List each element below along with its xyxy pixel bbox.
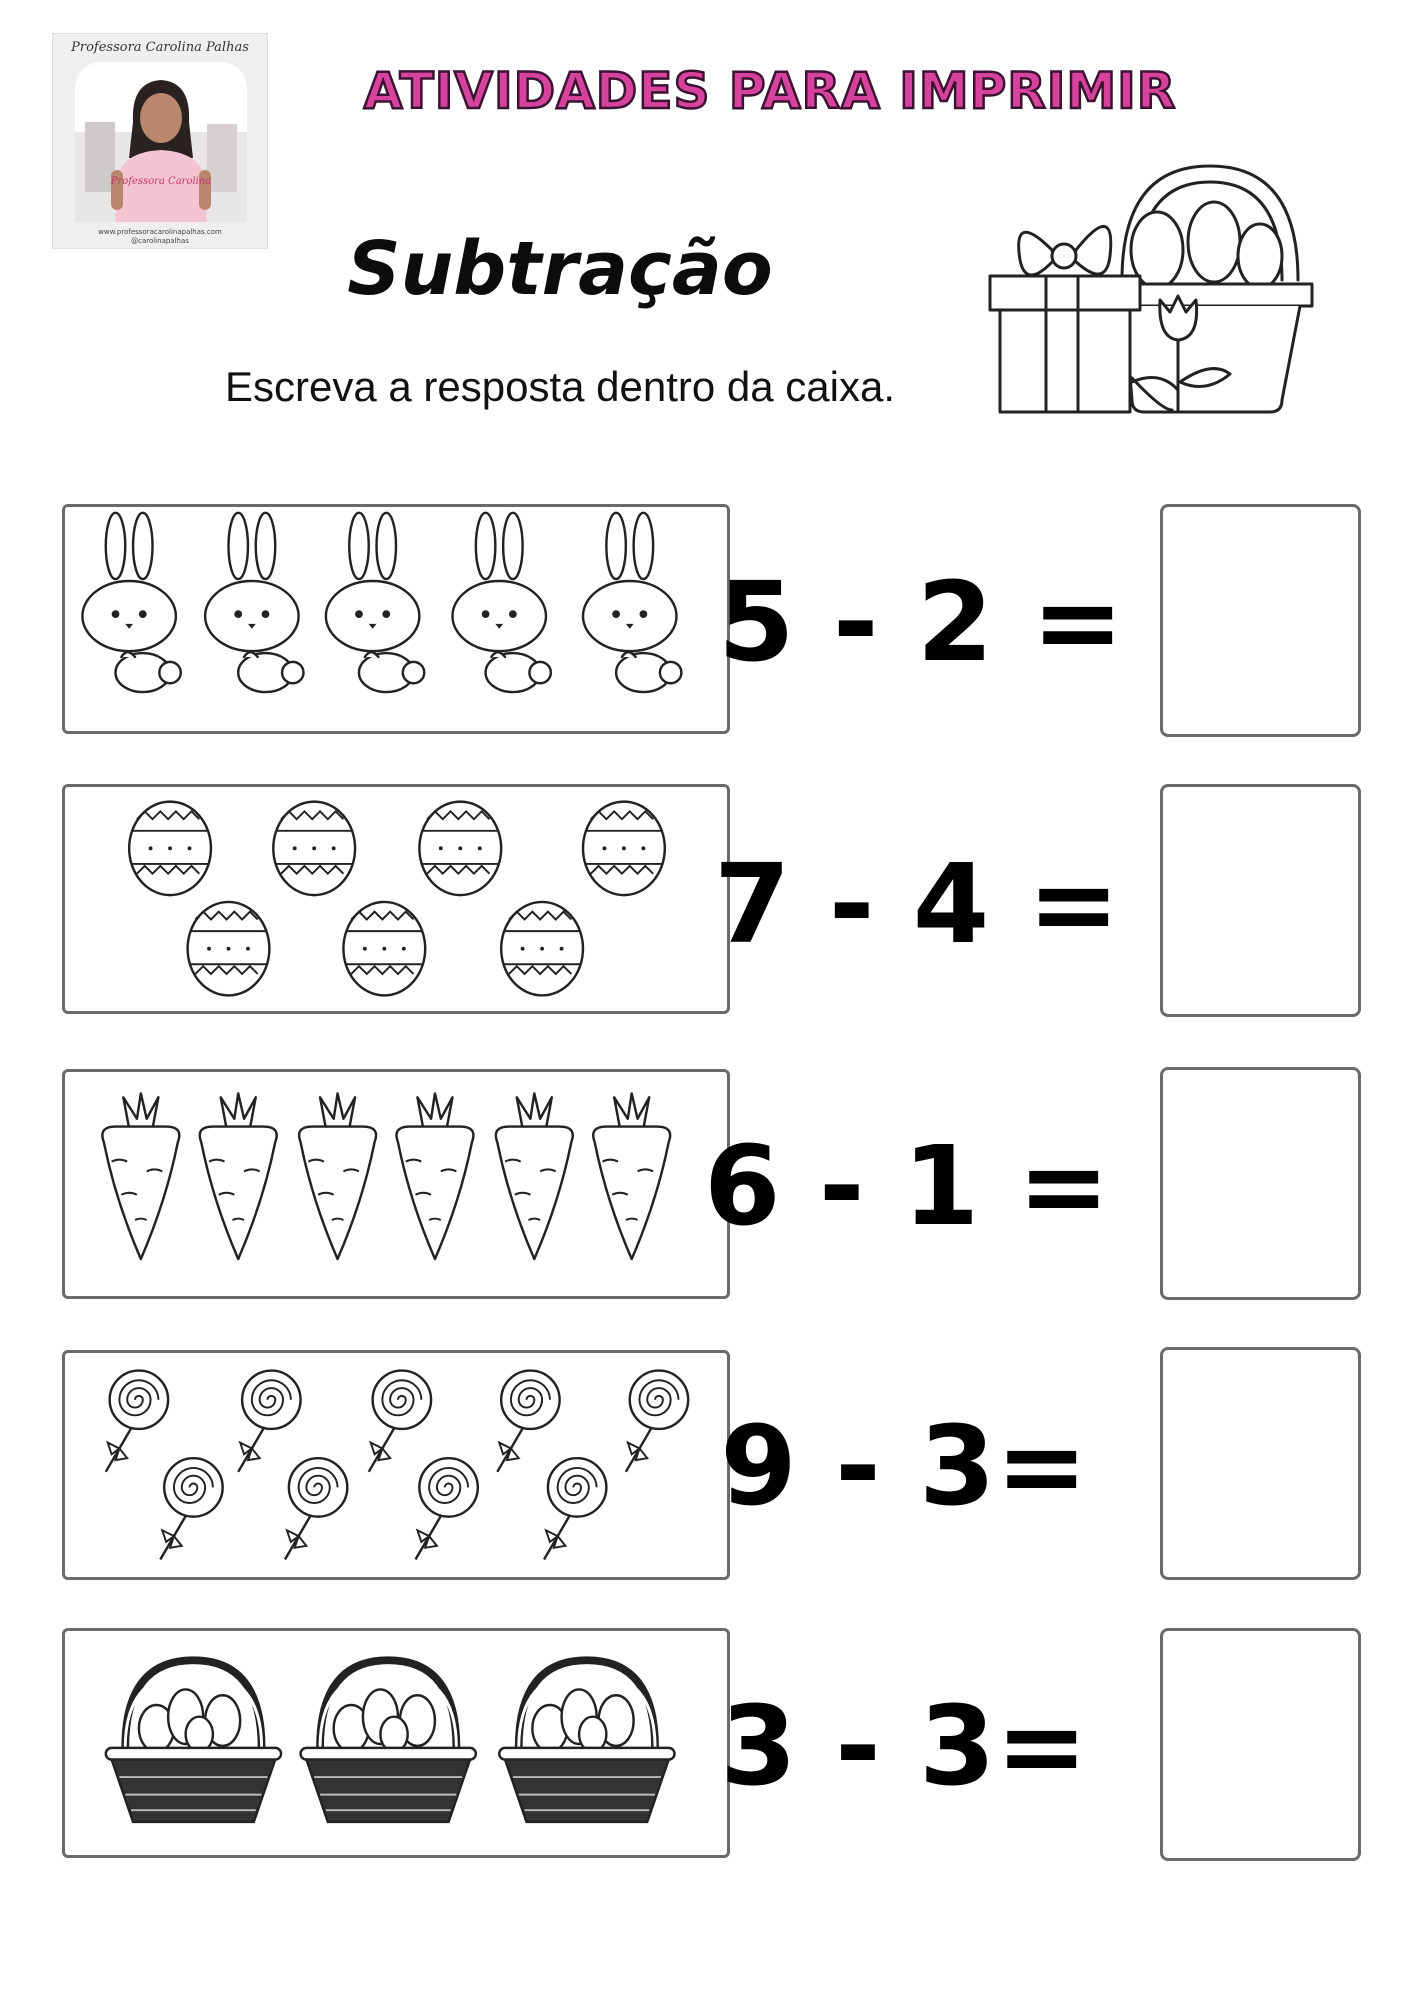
egg-basket-icon	[499, 1660, 674, 1822]
egg-basket-icon	[106, 1660, 281, 1822]
author-logo	[52, 33, 268, 249]
carrot-icon	[396, 1093, 473, 1259]
easter-egg-icon	[188, 902, 270, 995]
equation-1: 5 - 2 =	[718, 558, 1124, 686]
picture-box-eggs	[62, 784, 730, 1014]
bunny-icon	[452, 513, 550, 692]
easter-egg-icon	[419, 802, 501, 895]
equation-2: 7 - 4 =	[714, 840, 1120, 968]
banner-heading: ATIVIDADES PARA IMPRIMIR	[363, 62, 1177, 120]
lollipop-icon	[160, 1458, 222, 1559]
equation-5: 3 - 3=	[720, 1682, 1088, 1810]
lollipop-icon	[238, 1371, 300, 1472]
gift-basket-illustration	[982, 160, 1332, 422]
lollipop-icon	[497, 1371, 559, 1472]
lollipop-icon	[415, 1458, 477, 1559]
bunny-icon	[205, 513, 303, 692]
carrot-icon	[593, 1093, 670, 1259]
lollipop-icon	[369, 1371, 431, 1472]
logo-script-title: Professora Carolina Palhas	[71, 40, 249, 55]
shirt-text: Professora Carolina	[110, 176, 212, 187]
carrot-icons	[65, 1072, 727, 1296]
picture-box-carrots	[62, 1069, 730, 1299]
answer-box-5[interactable]	[1160, 1628, 1361, 1861]
lollipop-icons	[65, 1353, 727, 1577]
bunny-icon	[82, 513, 180, 692]
logo-handle: @carolinapalhas	[131, 237, 189, 245]
easter-egg-icon	[501, 902, 583, 995]
egg-basket-icon	[301, 1660, 476, 1822]
egg-basket-icons	[65, 1631, 727, 1855]
lollipop-icon	[285, 1458, 347, 1559]
easter-egg-icon	[583, 802, 665, 895]
lollipop-icon	[544, 1458, 606, 1559]
easter-egg-icons	[65, 787, 727, 1011]
easter-egg-icon	[343, 902, 425, 995]
easter-egg-icon	[273, 802, 355, 895]
answer-box-4[interactable]	[1160, 1347, 1361, 1580]
answer-box-2[interactable]	[1160, 784, 1361, 1017]
carrot-icon	[102, 1093, 179, 1259]
lollipop-icon	[106, 1371, 168, 1472]
logo-website: www.professoracarolinapalhas.com	[98, 228, 222, 236]
picture-box-baskets	[62, 1628, 730, 1858]
answer-box-3[interactable]	[1160, 1067, 1361, 1300]
page-title: Subtração	[347, 226, 773, 312]
easter-egg-icon	[129, 802, 211, 895]
carrot-icon	[299, 1093, 376, 1259]
bunny-icon	[326, 513, 424, 692]
carrot-icon	[496, 1093, 573, 1259]
bunny-icon	[583, 513, 681, 692]
picture-box-lollipops	[62, 1350, 730, 1580]
instruction-text: Escreva a resposta dentro da caixa.	[224, 363, 896, 410]
logo-contact	[53, 228, 267, 246]
carrot-icon	[200, 1093, 277, 1259]
equation-4: 9 - 3=	[720, 1402, 1088, 1530]
answer-box-1[interactable]	[1160, 504, 1361, 737]
logo-photo-frame	[75, 62, 247, 222]
lollipop-icon	[626, 1371, 688, 1472]
teacher-photo	[75, 62, 247, 222]
picture-box-bunnies	[62, 504, 730, 734]
equation-3: 6 - 1 =	[704, 1122, 1110, 1250]
bunny-icons	[65, 507, 727, 731]
